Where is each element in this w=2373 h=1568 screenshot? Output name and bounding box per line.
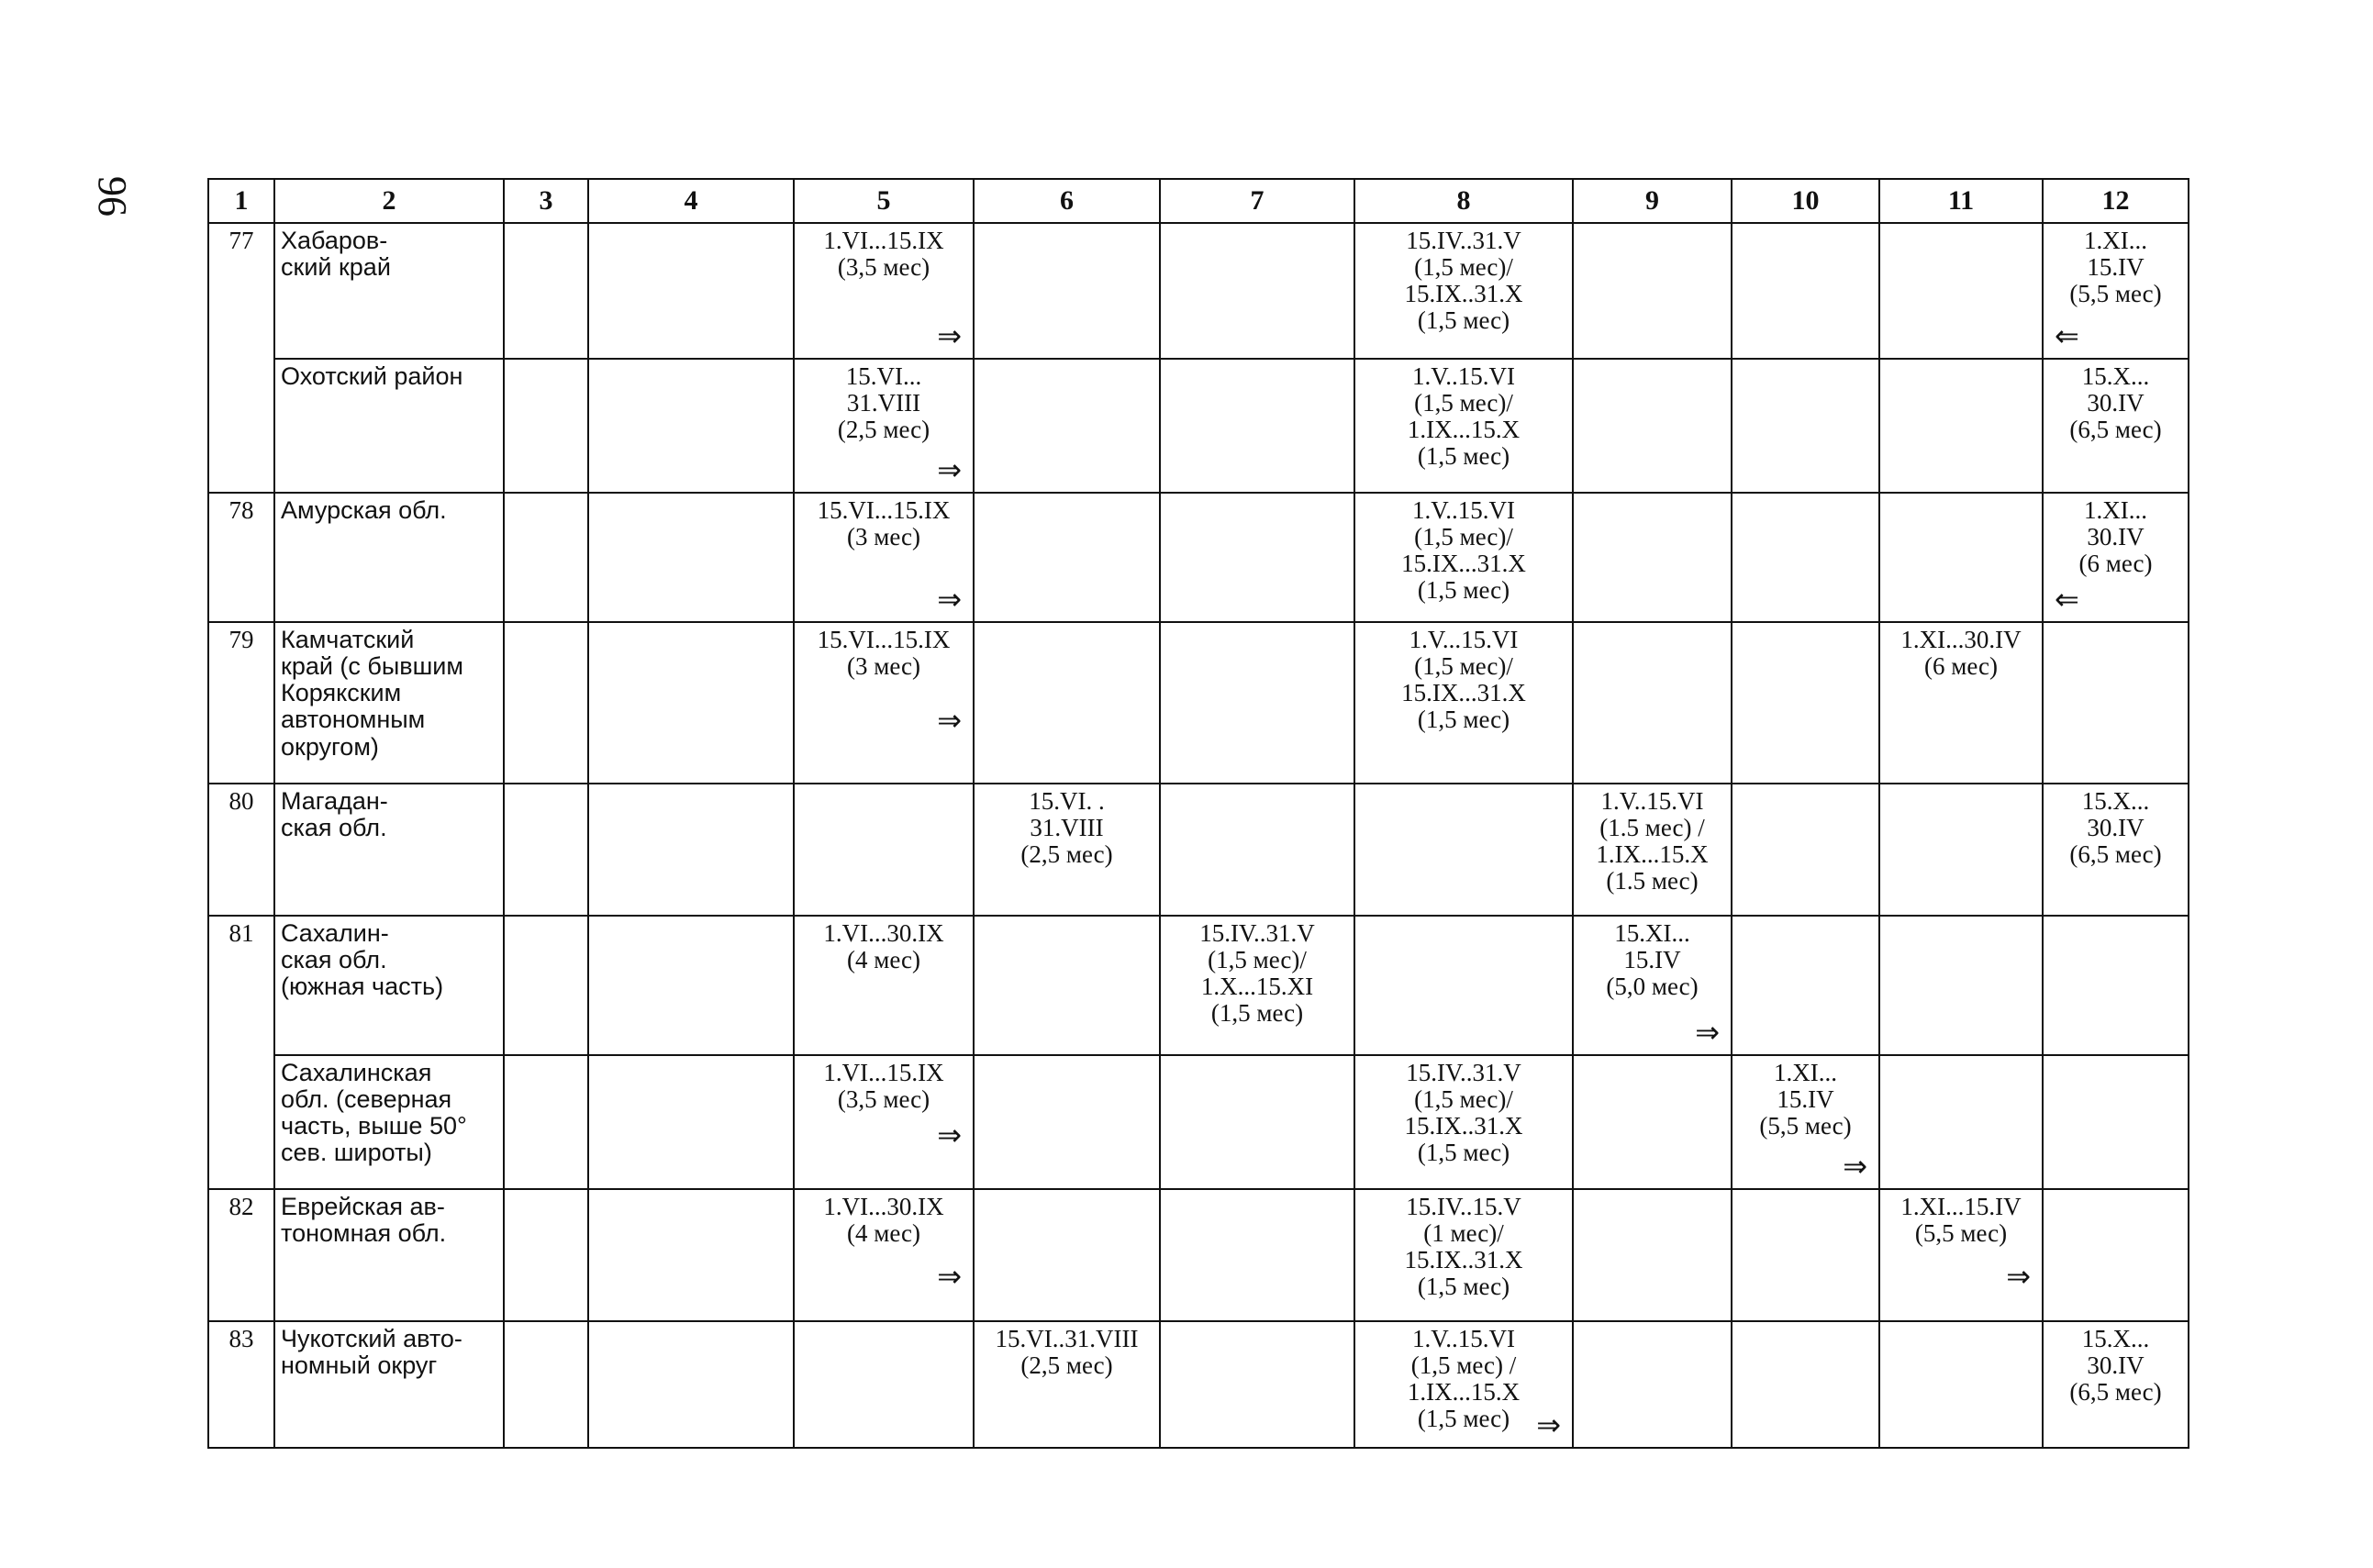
cell-value: 15.X... 30.IV (6,5 мес) (2069, 787, 2162, 869)
table-cell (588, 1189, 794, 1321)
table-cell (1573, 223, 1732, 359)
table-cell (588, 1055, 794, 1189)
table-cell (1573, 359, 1732, 493)
cell-value: 15.IV..15.V (1 мес)/ 15.IX..31.X (1,5 мес) (1404, 1193, 1523, 1301)
table-cell (1573, 1055, 1732, 1189)
schedule-table (207, 178, 2189, 1449)
right-arrow-icon: ⇒ (1843, 1149, 1867, 1184)
table-cell (794, 1055, 974, 1189)
table-cell (1732, 493, 1879, 622)
table-cell (1573, 1189, 1732, 1321)
table-cell (504, 1189, 588, 1321)
table-cell (974, 916, 1160, 1055)
table-cell (2043, 359, 2189, 493)
table-row (208, 359, 2189, 493)
left-arrow-icon: ⇐ (2055, 582, 2079, 617)
table-cell (974, 1321, 1160, 1448)
table-cell (1354, 223, 1573, 359)
table-cell (588, 223, 794, 359)
table-cell (504, 622, 588, 784)
right-arrow-icon: ⇒ (937, 452, 962, 488)
table-cell (504, 493, 588, 622)
table-cell (1732, 622, 1879, 784)
table-cell (974, 784, 1160, 916)
row-number: 79 (208, 622, 274, 784)
table-cell (1879, 359, 2043, 493)
cell-value: 1.VI...15.IX (3,5 мес) (823, 227, 944, 282)
table-cell (1354, 493, 1573, 622)
cell-value: 1.V..15.VI (1,5 мес) / 1.IX...15.X (1,5 мес) (1407, 1325, 1521, 1433)
col-header: 3 (504, 179, 588, 223)
region-name (274, 1189, 504, 1321)
col-header: 8 (1354, 179, 1573, 223)
table-cell (1160, 1189, 1354, 1321)
cell-value: 1.V..15.VI (1,5 мес)/ 15.IX...31.X (1,5 мес) (1401, 496, 1526, 605)
right-arrow-icon: ⇒ (1695, 1015, 1720, 1051)
cell-value: 15.XI... 15.IV (5,0 мес) (1606, 919, 1699, 1001)
table-cell (2043, 1321, 2189, 1448)
table-cell (1732, 784, 1879, 916)
page-number: 96 (90, 176, 135, 217)
table-cell (794, 1321, 974, 1448)
row-number: 80 (208, 784, 274, 916)
cell-value: 15.VI. . 31.VIII (2,5 мес) (1020, 787, 1113, 869)
cell-value: 1.XI... 30.IV (6 мес) (2078, 496, 2153, 578)
region-label: Сахалинская обл. (северная часть, выше 50° сев. широты) (281, 1059, 467, 1167)
col-header: 4 (588, 179, 794, 223)
table-cell (1354, 1055, 1573, 1189)
region-label: Сахалин- ская обл. (южная часть) (281, 919, 444, 1001)
region-label: Чукотский авто- номный округ (281, 1325, 462, 1380)
table-cell (1573, 784, 1732, 916)
table-cell (974, 1055, 1160, 1189)
table-cell (588, 1321, 794, 1448)
col-header: 12 (2043, 179, 2189, 223)
table-cell (1732, 223, 1879, 359)
region-label: Охотский район (281, 362, 463, 390)
table-cell (2043, 1189, 2189, 1321)
right-arrow-icon: ⇒ (1536, 1407, 1561, 1443)
table-row (208, 784, 2189, 916)
table-cell (1879, 622, 2043, 784)
table-cell (1573, 1321, 1732, 1448)
table-cell (504, 784, 588, 916)
region-label: Амурская обл. (281, 496, 447, 524)
cell-value: 1.V...15.VI (1,5 мес)/ 15.IX...31.X (1,5 мес) (1401, 626, 1526, 734)
table-cell (1160, 223, 1354, 359)
cell-value: 15.X... 30.IV (6,5 мес) (2069, 1325, 2162, 1407)
region-name (274, 916, 504, 1055)
table-cell (504, 916, 588, 1055)
header-row (208, 179, 2189, 223)
row-number: 78 (208, 493, 274, 622)
cell-value: 15.IV..31.V (1,5 мес)/ 15.IX..31.X (1,5 мес) (1404, 227, 1523, 335)
cell-value: 1.XI... 15.IV (5,5 мес) (1759, 1059, 1852, 1140)
table-cell (794, 916, 974, 1055)
cell-value: 1.VI...30.IX (4 мес) (823, 919, 944, 974)
region-label: Камчатский край (с бывшим Корякским автономным округом) (281, 626, 463, 761)
table-cell (794, 493, 974, 622)
table-cell (588, 493, 794, 622)
table-cell (1354, 359, 1573, 493)
table-cell (588, 359, 794, 493)
table-cell (1354, 916, 1573, 1055)
table-cell (2043, 784, 2189, 916)
right-arrow-icon: ⇒ (937, 1118, 962, 1153)
table-cell (974, 1189, 1160, 1321)
right-arrow-icon: ⇒ (937, 703, 962, 739)
table-cell (794, 223, 974, 359)
col-header: 7 (1160, 179, 1354, 223)
region-name (274, 359, 504, 493)
right-arrow-icon: ⇒ (937, 318, 962, 354)
region-name (274, 1321, 504, 1448)
table-cell (2043, 223, 2189, 359)
region-name (274, 223, 504, 359)
col-header: 6 (974, 179, 1160, 223)
cell-value: 15.VI...15.IX (3 мес) (817, 626, 951, 681)
cell-value: 15.IV..31.V (1,5 мес)/ 15.IX..31.X (1,5 мес) (1404, 1059, 1523, 1167)
left-arrow-icon: ⇐ (2055, 318, 2079, 354)
table-cell (794, 359, 974, 493)
region-label: Магадан- ская обл. (281, 787, 388, 842)
table-cell (1354, 1321, 1573, 1448)
table-cell (1354, 622, 1573, 784)
region-name (274, 493, 504, 622)
table-cell (1160, 622, 1354, 784)
table-cell (504, 1055, 588, 1189)
cell-value: 1.XI...30.IV (6 мес) (1900, 626, 2022, 681)
right-arrow-icon: ⇒ (937, 1259, 962, 1295)
table-cell (1160, 916, 1354, 1055)
right-arrow-icon: ⇒ (2006, 1259, 2031, 1295)
table-cell (794, 622, 974, 784)
table-cell (504, 1321, 588, 1448)
table-cell (1879, 493, 2043, 622)
table-cell (1879, 1321, 2043, 1448)
row-number: 81 (208, 916, 274, 1189)
row-number: 82 (208, 1189, 274, 1321)
table-cell (1573, 916, 1732, 1055)
cell-value: 1.XI... 15.IV (5,5 мес) (2069, 227, 2162, 308)
cell-value: 1.VI...30.IX (4 мес) (823, 1193, 944, 1248)
row-number: 83 (208, 1321, 274, 1448)
table-cell (974, 223, 1160, 359)
cell-value: 1.V..15.VI (1,5 мес)/ 1.IX...15.X (1,5 мес) (1407, 362, 1521, 471)
table-row (208, 622, 2189, 784)
table-cell (974, 359, 1160, 493)
table-cell (588, 622, 794, 784)
table-row (208, 223, 2189, 359)
table-cell (1354, 784, 1573, 916)
table-cell (1160, 784, 1354, 916)
region-label: Хабаров- ский край (281, 227, 391, 282)
table-cell (2043, 622, 2189, 784)
table-cell (504, 223, 588, 359)
table-cell (1732, 359, 1879, 493)
right-arrow-icon: ⇒ (937, 582, 962, 617)
table-cell (794, 1189, 974, 1321)
col-header: 11 (1879, 179, 2043, 223)
table-cell (1160, 1055, 1354, 1189)
table-cell (504, 359, 588, 493)
region-name (274, 1055, 504, 1189)
table-cell (1732, 1189, 1879, 1321)
table-cell (974, 622, 1160, 784)
table-cell (2043, 493, 2189, 622)
cell-value: 1.XI...15.IV (5,5 мес) (1900, 1193, 2022, 1248)
region-label: Еврейская ав- тономная обл. (281, 1193, 447, 1248)
table-cell (1354, 1189, 1573, 1321)
col-header: 1 (208, 179, 274, 223)
cell-value: 15.X... 30.IV (6,5 мес) (2069, 362, 2162, 444)
table-cell (2043, 916, 2189, 1055)
table-cell (1160, 493, 1354, 622)
cell-value: 15.IV..31.V (1,5 мес)/ 1.X...15.XI (1,5 мес) (1199, 919, 1315, 1028)
table-cell (1160, 359, 1354, 493)
cell-value: 15.VI... 31.VIII (2,5 мес) (837, 362, 930, 444)
table-cell (1160, 1321, 1354, 1448)
table-cell (1732, 1055, 1879, 1189)
col-header: 5 (794, 179, 974, 223)
table-row (208, 916, 2189, 1055)
table-cell (794, 784, 974, 916)
table-cell (1573, 493, 1732, 622)
table-cell (2043, 1055, 2189, 1189)
table-cell (588, 916, 794, 1055)
region-name (274, 622, 504, 784)
table-cell (1879, 1055, 2043, 1189)
cell-value: 1.VI...15.IX (3,5 мес) (823, 1059, 944, 1114)
table-cell (588, 784, 794, 916)
cell-value: 1.V..15.VI (1.5 мес) / 1.IX...15.X (1.5 мес) (1596, 787, 1709, 895)
cell-value: 15.VI...15.IX (3 мес) (817, 496, 951, 551)
row-number: 77 (208, 223, 274, 493)
table-cell (1732, 1321, 1879, 1448)
table-cell (1573, 622, 1732, 784)
table-cell (1879, 1189, 2043, 1321)
table-cell (1732, 916, 1879, 1055)
col-header: 2 (274, 179, 504, 223)
region-name (274, 784, 504, 916)
table-row (208, 1055, 2189, 1189)
table-row (208, 1189, 2189, 1321)
table-cell (1879, 223, 2043, 359)
col-header: 10 (1732, 179, 1879, 223)
table-cell (974, 493, 1160, 622)
table-cell (1879, 784, 2043, 916)
table-cell (1879, 916, 2043, 1055)
col-header: 9 (1573, 179, 1732, 223)
table-row (208, 1321, 2189, 1448)
cell-value: 15.VI..31.VIII (2,5 мес) (995, 1325, 1139, 1380)
table-row (208, 493, 2189, 622)
